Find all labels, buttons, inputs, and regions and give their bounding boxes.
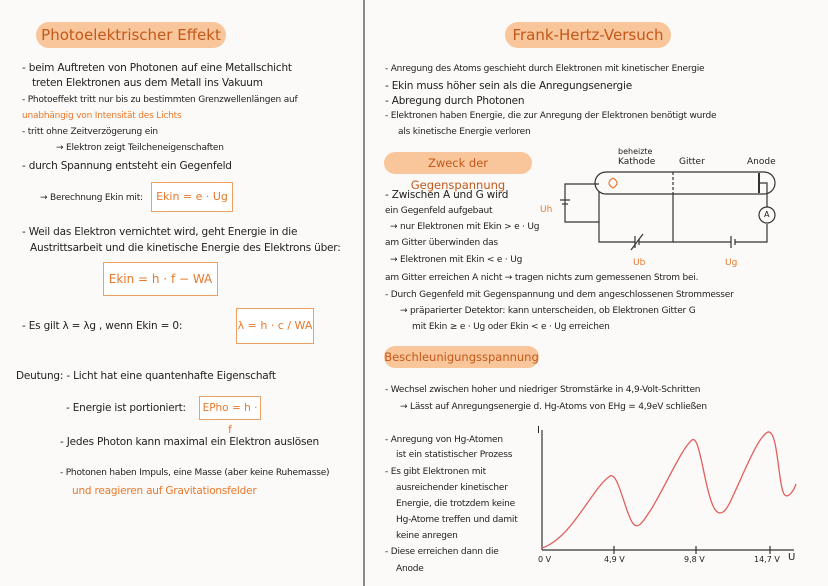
graph-tick-4-9: 4,9 V <box>604 555 625 564</box>
formula-epho: EPho = h · f <box>199 396 261 420</box>
s1-line-3: → nur Elektronen mit Ekin > e · Ug <box>390 222 540 232</box>
left-line-11: - Es gilt λ = λg , wenn Ekin = 0: <box>22 320 183 332</box>
left-line-10: Austrittsarbeit und die kinetische Energie des Elektrons über: <box>30 242 341 254</box>
s3-line-8: - Diese erreichen dann die <box>385 547 499 557</box>
s3-line-4: ausreichender kinetischer <box>396 483 508 493</box>
left-line-9: - Weil das Elektron vernichtet wird, geht Energie in die <box>22 226 298 238</box>
left-line-3: - Photoeffekt tritt nur bis zu bestimmten Grenzwellenlängen auf <box>22 95 298 105</box>
s1-line-8: → präparierter Detektor: kann unterscheiden, ob Elektronen Gitter G <box>400 306 696 316</box>
section-beschleunigung: Beschleunigungsspannung <box>384 346 539 368</box>
s3-line-1: - Anregung von Hg-Atomen <box>385 435 503 445</box>
section-gegenspannung: Zweck der Gegenspannung <box>384 152 532 174</box>
s3-line-6: Hg-Atome treffen und damit <box>396 515 518 525</box>
intro-line-4: - Elektronen haben Energie, die zur Anregung der Elektronen benötigt wurde <box>385 111 717 121</box>
circuit-label-gitter: Gitter <box>679 157 705 167</box>
s3-line-5: Energie, die trotzdem keine <box>396 499 515 509</box>
left-line-7: - durch Spannung entsteht ein Gegenfeld <box>22 160 232 172</box>
current-curve <box>542 432 796 548</box>
ammeter-label: A <box>764 210 770 219</box>
left-line-15: - Photonen haben Impuls, eine Masse (aber keine Ruhemasse) <box>60 468 330 478</box>
formula-lambda: λ = h · c / WA <box>236 308 314 344</box>
left-line-4: unabhängig von Intensität des Lichts <box>22 111 182 121</box>
left-line-5: - tritt ohne Zeitverzögerung ein <box>22 127 158 137</box>
s2-line-2: → Lässt auf Anregungsenergie d. Hg-Atoms von EHg = 4,9eV schließen <box>400 402 707 412</box>
s1-line-7: - Durch Gegenfeld mit Gegenspannung und dem angeschlossenen Strommesser <box>385 290 734 300</box>
s3-line-3: - Es gibt Elektronen mit <box>385 467 486 477</box>
s3-line-9: Anode <box>396 564 424 574</box>
circuit-label-heated: beheizte <box>618 147 653 156</box>
left-line-14: - Jedes Photon kann maximal ein Elektron auslösen <box>60 436 320 448</box>
page-divider <box>363 0 365 586</box>
graph-tick-0: 0 V <box>538 555 552 564</box>
s1-line-1: - Zwischen A und G wird <box>385 189 509 201</box>
left-title: Photoelektrischer Effekt <box>36 22 226 48</box>
formula-ekin-hf: Ekin = h · f − WA <box>103 262 218 296</box>
intro-line-5: als kinetische Energie verloren <box>398 127 531 137</box>
left-line-16: und reagieren auf Gravitationsfelder <box>72 485 257 497</box>
circuit-label-anode: Anode <box>747 157 776 167</box>
circuit-label-uh: Uh <box>540 205 553 215</box>
intro-line-2: - Ekin muss höher sein als die Anregungsenergie <box>385 80 632 92</box>
s1-line-5: → Elektronen mit Ekin < e · Ug <box>390 255 523 265</box>
s1-line-6: am Gitter erreichen A nicht → tragen nichts zum gemessenen Strom bei. <box>385 273 699 283</box>
s1-line-9: mit Ekin ≥ e · Ug oder Ekin < e · Ug erreichen <box>412 322 610 332</box>
left-line-13: - Energie ist portioniert: <box>66 402 186 414</box>
circuit-label-ub: Ub <box>633 258 646 268</box>
left-line-2: treten Elektronen aus dem Metall ins Vakuum <box>32 77 263 89</box>
s3-line-2: ist ein statistischer Prozess <box>396 450 513 460</box>
graph-tick-9-8: 9,8 V <box>684 555 705 564</box>
s2-line-1: - Wechsel zwischen hoher und niedriger Stromstärke in 4,9-Volt-Schritten <box>385 385 701 395</box>
intro-line-3: - Abregung durch Photonen <box>385 95 525 107</box>
graph-y-label: I <box>537 425 540 436</box>
s1-line-4: am Gitter überwinden das <box>385 238 498 248</box>
circuit-label-kathode: Kathode <box>618 157 656 167</box>
right-title: Frank-Hertz-Versuch <box>505 22 671 48</box>
formula-ekin-u: Ekin = e · Ug <box>151 182 233 212</box>
current-voltage-graph <box>532 428 812 568</box>
left-line-1: - beim Auftreten von Photonen auf eine Metallschicht <box>22 62 292 74</box>
left-line-12: Deutung: - Licht hat eine quantenhafte Eigenschaft <box>16 370 276 382</box>
s1-line-2: ein Gegenfeld aufgebaut <box>385 206 493 216</box>
graph-x-label: U <box>788 552 796 563</box>
s3-line-7: keine anregen <box>396 531 458 541</box>
circuit-label-ug: Ug <box>725 258 738 268</box>
left-line-8: → Berechnung Ekin mit: <box>40 193 143 203</box>
intro-line-1: - Anregung des Atoms geschieht durch Elektronen mit kinetischer Energie <box>385 64 705 74</box>
graph-tick-14-7: 14,7 V <box>754 555 780 564</box>
left-line-6: → Elektron zeigt Teilcheneigenschaften <box>56 143 224 153</box>
